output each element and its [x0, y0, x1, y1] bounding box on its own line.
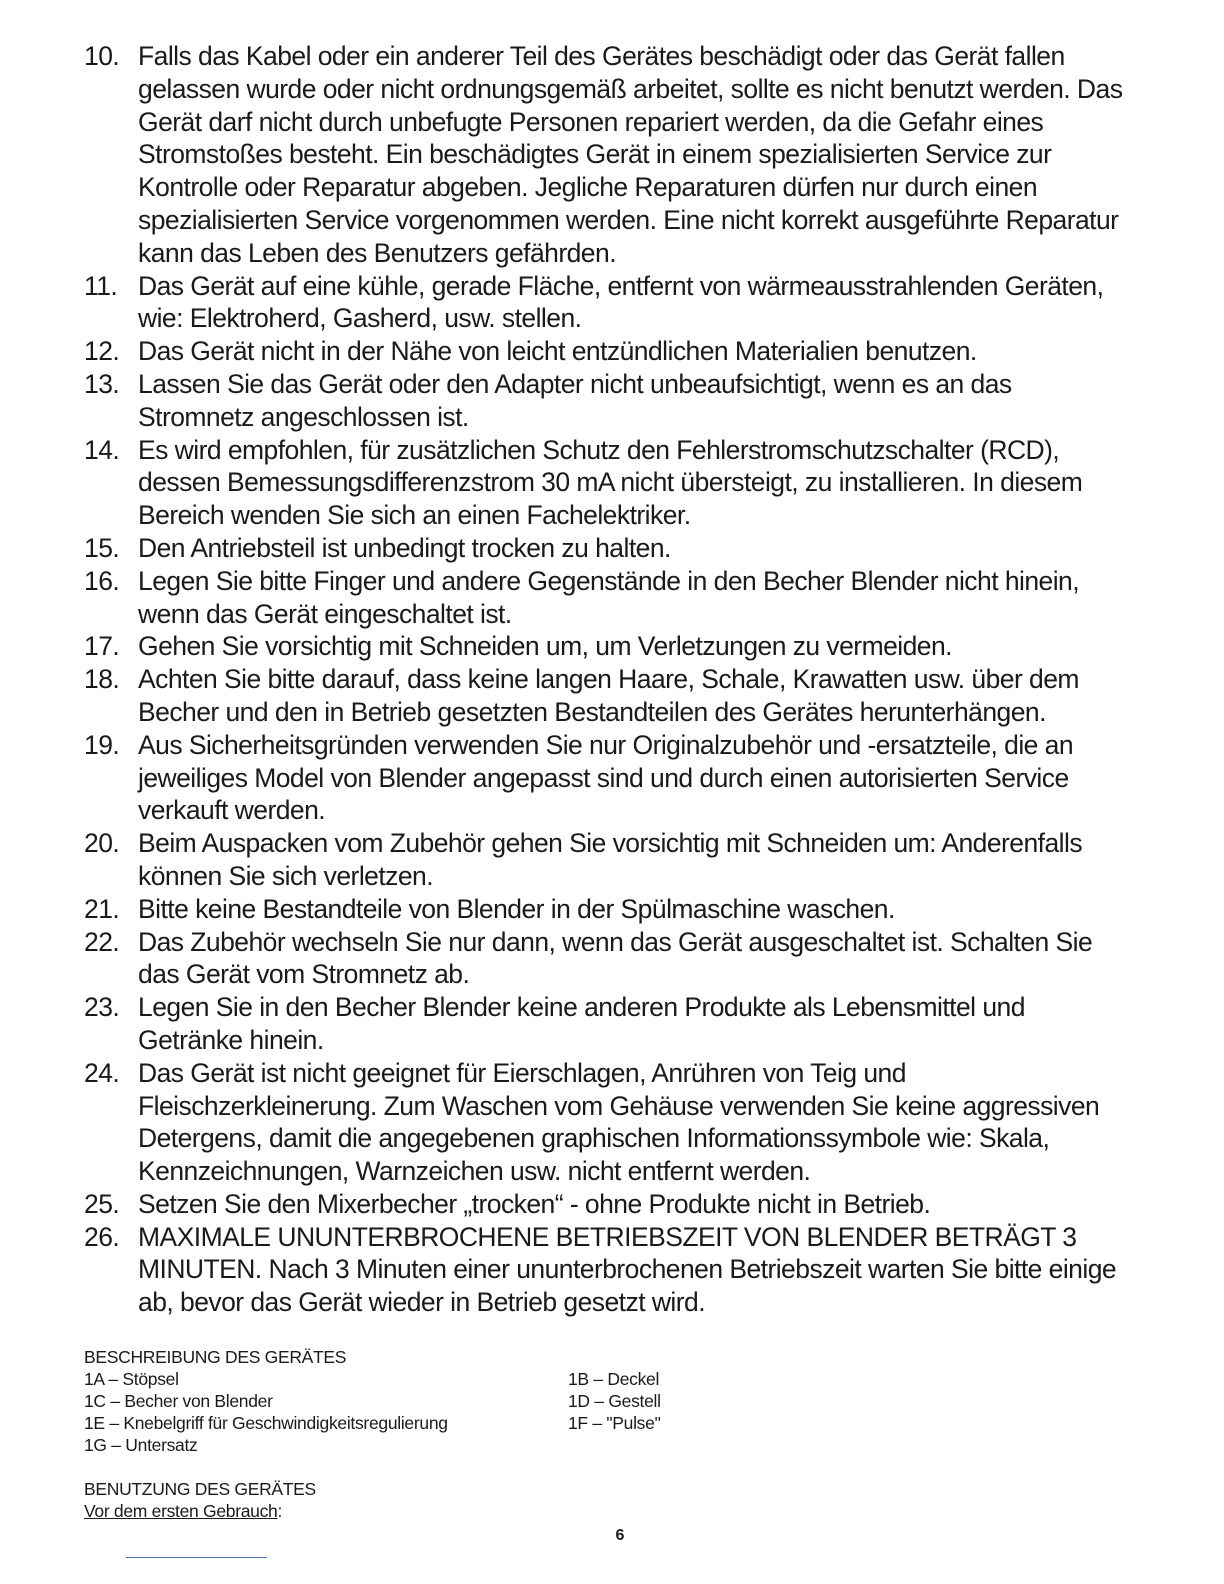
instruction-item	[84, 663, 1134, 729]
instruction-text: Den Antriebsteil ist unbedingt trocken zu halten.	[138, 532, 671, 563]
instruction-text: Das Gerät nicht in der Nähe von leicht entzündlichen Materialien benutzen.	[138, 336, 977, 367]
safety-instructions-list	[84, 40, 1134, 1319]
instruction-text: Legen Sie in den Becher Blender keine anderen Produkte als Lebensmittel und Getränke hinein.	[138, 992, 1025, 1055]
part-label	[568, 1434, 768, 1456]
description-title: BESCHREIBUNG DES GERÄTES	[84, 1347, 347, 1367]
part-label: 1A – Stöpsel	[84, 1369, 179, 1389]
instruction-item	[84, 368, 1134, 434]
instruction-number: 13.	[84, 368, 120, 399]
instruction-text: Legen Sie bitte Finger und andere Gegenstände in den Becher Blender nicht hinein, wenn das Gerät eingeschaltet ist.	[138, 565, 1080, 629]
part-label: 1B – Deckel	[568, 1369, 660, 1389]
instruction-number: 15.	[84, 532, 120, 563]
instruction-item	[84, 630, 1134, 663]
instruction-text: Lassen Sie das Gerät oder den Adapter nicht unbeaufsichtigt, wenn es an das Stromnetz angeschlossen ist.	[138, 368, 1012, 432]
instruction-item	[84, 40, 1134, 270]
instruction-item	[84, 434, 1134, 532]
instruction-item	[84, 1057, 1134, 1188]
instruction-item	[84, 1221, 1134, 1319]
instruction-text: Aus Sicherheitsgründen verwenden Sie nur Originalzubehör und -ersatzteile, die an jeweiliges Model von Blender angepasst sind und durch einen autorisierten Service verkauft werden.	[138, 729, 1074, 826]
part-label: 1D – Gestell	[568, 1391, 661, 1411]
instruction-text: Falls das Kabel oder ein anderer Teil des Gerätes beschädigt oder das Gerät fallen gelassen wurde oder nicht ordnungsgemäß arbeitet, sollte es nicht benutzt werden. Das Gerät darf nicht durch unbefugte Personen repariert werden, da die Gefahr eines Stromstoßes besteht. Ein beschädigtes Gerät in einem spezialisierten Service zur Kontrolle oder Reparatur abgeben. Jegliche Reparaturen dürfen nur durch einen spezialisierten Service vorgenommen werden. Eine nicht korrekt ausgeführte Reparatur kann das Leben des Benutzers gefährden.	[138, 41, 1123, 268]
part-label: 1F – "Pulse"	[568, 1413, 661, 1433]
parts-row	[84, 1390, 784, 1412]
instruction-item	[84, 335, 1134, 368]
instruction-number: 17.	[84, 631, 120, 662]
instruction-number: 26.	[84, 1221, 120, 1252]
parts-row	[84, 1368, 784, 1390]
parts-description-table	[84, 1368, 784, 1456]
usage-subtitle-text: Vor dem ersten Gebrauch	[84, 1501, 278, 1521]
instruction-text: Beim Auspacken vom Zubehör gehen Sie vorsichtig mit Schneiden um: Anderenfalls können Sie sich verletzen.	[138, 828, 1083, 891]
parts-row	[84, 1412, 784, 1434]
instruction-number: 16.	[84, 565, 120, 596]
part-label: 1G – Untersatz	[84, 1435, 198, 1455]
instruction-text: Das Zubehör wechseln Sie nur dann, wenn das Gerät ausgeschaltet ist. Schalten Sie das Gerät vom Stromnetz ab.	[138, 926, 1093, 990]
instruction-number: 14.	[84, 434, 120, 465]
instruction-item	[84, 1188, 1134, 1221]
usage-subtitle-colon: :	[277, 1501, 283, 1521]
instruction-number: 21.	[84, 893, 120, 924]
instruction-number: 20.	[84, 828, 120, 859]
instruction-item	[84, 991, 1134, 1057]
instruction-number: 23.	[84, 992, 120, 1023]
footer-divider	[126, 1557, 267, 1558]
instruction-item	[84, 893, 1134, 926]
usage-title: BENUTZUNG DES GERÄTES	[84, 1479, 316, 1499]
instruction-text: MAXIMALE UNUNTERBROCHENE BETRIEBSZEIT VON BLENDER BETRÄGT 3 MINUTEN. Nach 3 Minuten einer ununterbrochenen Betriebszeit warten Sie bitte einige ab, bevor das Gerät wieder in Betrieb gesetzt wird.	[138, 1221, 1117, 1318]
instruction-text: Das Gerät auf eine kühle, gerade Fläche, entfernt von wärmeausstrahlenden Geräten, wie: Elektroherd, Gasherd, usw. stellen.	[138, 270, 1104, 334]
page-number: 6	[615, 1527, 625, 1544]
instruction-number: 24.	[84, 1057, 120, 1088]
instruction-item	[84, 565, 1134, 631]
instruction-item	[84, 827, 1134, 893]
instruction-item	[84, 729, 1134, 827]
instruction-item	[84, 926, 1134, 992]
instruction-number: 22.	[84, 926, 120, 957]
instruction-number: 19.	[84, 729, 120, 760]
part-label: 1E – Knebelgriff für Geschwindigkeitsregulierung	[84, 1413, 448, 1433]
instruction-item	[84, 532, 1134, 565]
instruction-number: 12.	[84, 336, 120, 367]
instruction-text: Gehen Sie vorsichtig mit Schneiden um, um Verletzungen zu vermeiden.	[138, 631, 952, 662]
instruction-text: Setzen Sie den Mixerbecher „trocken“ - ohne Produkte nicht in Betrieb.	[138, 1188, 931, 1219]
part-label: 1C – Becher von Blender	[84, 1391, 273, 1411]
instruction-number: 18.	[84, 664, 120, 695]
instruction-text: Bitte keine Bestandteile von Blender in der Spülmaschine waschen.	[138, 893, 895, 924]
instruction-text: Das Gerät ist nicht geeignet für Eierschlagen, Anrühren von Teig und Fleischzerkleinerung. Zum Waschen vom Gehäuse verwenden Sie keine aggressiven Detergens, damit die angegebenen graphischen Informationssymbole wie: Skala, Kennzeichnungen, Warnzeichen usw. nicht entfernt werden.	[138, 1057, 1100, 1187]
usage-subtitle	[84, 1500, 282, 1522]
instruction-text: Achten Sie bitte darauf, dass keine langen Haare, Schale, Krawatten usw. über dem Becher und den in Betrieb gesetzten Bestandteilen des Gerätes herunterhängen.	[138, 664, 1079, 727]
instruction-number: 10.	[84, 41, 120, 71]
parts-row	[84, 1434, 784, 1456]
instruction-number: 25.	[84, 1188, 120, 1219]
instruction-item	[84, 270, 1134, 336]
instruction-text: Es wird empfohlen, für zusätzlichen Schutz den Fehlerstromschutzschalter (RCD), dessen Bemessungsdifferenzstrom 30 mA nicht übersteigt, zu installieren. In diesem Bereich wenden Sie sich an einen Fachelektriker.	[138, 434, 1083, 531]
instruction-number: 11.	[84, 270, 118, 301]
